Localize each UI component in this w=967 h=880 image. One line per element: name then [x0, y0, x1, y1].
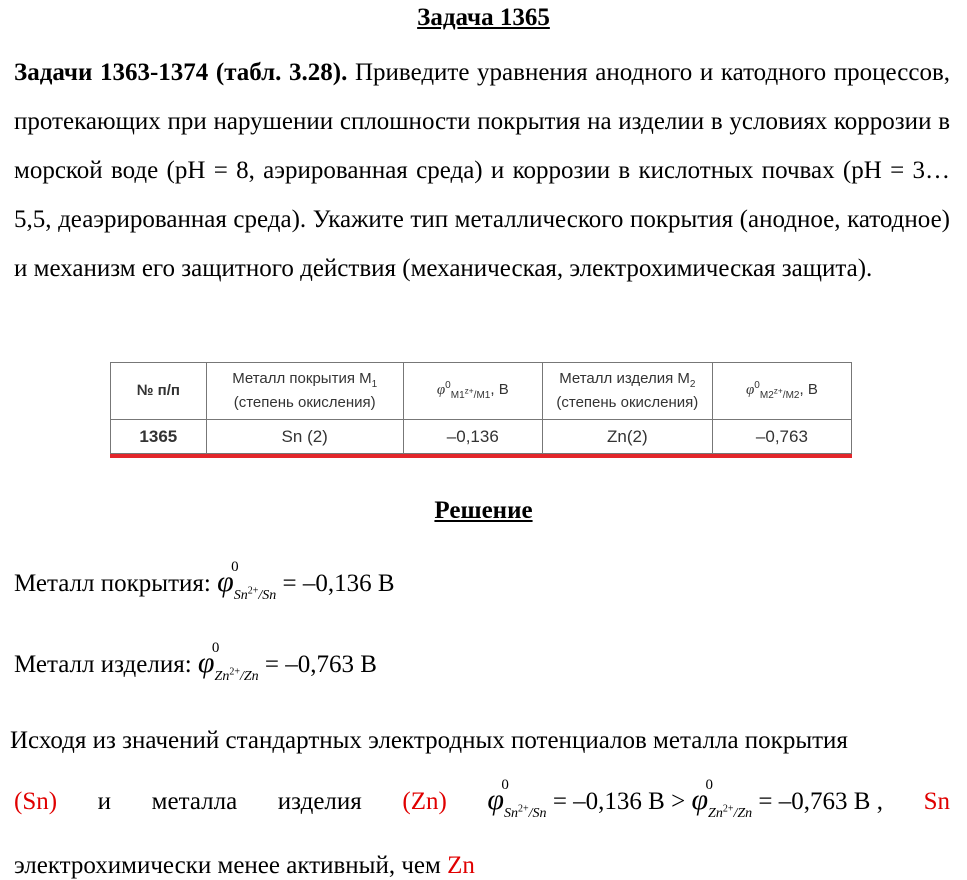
para-metal: металла — [151, 788, 238, 815]
sn-ref-2: Sn — [923, 788, 950, 815]
zn-ref-2: Zn — [447, 852, 475, 879]
phi2-sub-num: 2 — [768, 390, 774, 401]
phi2-den: M — [785, 390, 794, 401]
table-header-row — [111, 363, 852, 420]
cell-product-metal: Zn(2) — [542, 420, 712, 454]
zn-ref: (Zn) — [402, 788, 447, 815]
phi1-unit: , B — [490, 381, 509, 398]
coating-value: = –0,136 В — [282, 570, 395, 597]
problem-statement — [14, 48, 950, 293]
header-product-line1: Металл изделия M — [559, 370, 690, 387]
product-value: = –0,763 В — [264, 651, 377, 678]
cell-phi2: –0,763 — [712, 420, 851, 454]
coating-ion: Sn — [233, 588, 248, 603]
phi1-sub-num: 1 — [459, 390, 465, 401]
table-row — [111, 420, 852, 454]
product-charge: 2+ — [229, 666, 240, 678]
cell-phi1: –0,136 — [403, 420, 542, 454]
product-label: Металл изделия: — [14, 651, 192, 678]
header-coating-sub: 1 — [371, 379, 378, 390]
header-coating-line2: (степень окисления) — [233, 394, 376, 411]
product-potential: φ 0 $_{Zn^{2+}/Zn}$ — [197, 640, 259, 684]
para-and: и — [97, 788, 112, 815]
coating-line — [14, 559, 395, 603]
para-line3-text: электрохимически менее активный, чем — [14, 852, 441, 879]
header-num: № п/п — [111, 363, 207, 420]
phi1-den: M — [476, 390, 485, 401]
coating-metal: Sn — [262, 588, 277, 603]
cell-num: 1365 — [111, 420, 207, 454]
product-line — [14, 640, 377, 684]
comparison-formula: φ 0 $_{Sn^{2+}/Sn}$ = –0,136 В > φ 0 $_{Zn^{2+}/Zn}$ = –0,763 В , — [487, 777, 883, 821]
cell-coating-metal: Sn (2) — [206, 420, 403, 454]
phi-symbol: φ — [745, 382, 755, 398]
header-phi2: $\varphi^0_{M2^{z+}/M2}$, B — [712, 363, 851, 420]
phi-symbol: φ — [436, 382, 446, 398]
eq1: = –0,136 В > — [552, 788, 686, 815]
header-product-metal — [542, 363, 712, 420]
problem-lead: Задачи 1363-1374 (табл. 3.28). — [14, 59, 348, 86]
phi1-sup: z+ — [464, 385, 474, 396]
phi1-den-num: 1 — [484, 390, 491, 401]
problem-text: Приведите уравнения анодного и катодного процессов, протекающих при нарушении сплошности покрытия на изделии в условиях коррозии в морской воде (pH = 8, аэрированная среда) и коррозии в кислотных почвах (pH = 3…5,5, деаэрированная среда). Укажите тип металлического покрытия (анодное, катодное) и механизм его защитного действия (механическая, электрохимическая защита). — [14, 59, 950, 282]
data-table — [110, 362, 852, 454]
coating-potential: φ 0 $_{Sn^{2+}/Sn}$ — [217, 559, 277, 603]
para-product: изделия — [277, 788, 362, 815]
phi2-den-num: 2 — [793, 390, 800, 401]
header-coating-line1: Металл покрытия M — [232, 370, 372, 387]
phi2-sup: z+ — [773, 385, 783, 396]
solution-title: Решение — [434, 497, 533, 524]
header-phi1: $\varphi^0_{M1^{z+}/M1}$, B — [403, 363, 542, 420]
header-product-sub: 2 — [689, 379, 696, 390]
para-line2 — [14, 777, 950, 821]
eq2: = –0,763 В , — [758, 788, 883, 815]
phi1-sub: M — [450, 390, 460, 401]
header-product-line2: (степень окисления) — [556, 394, 699, 411]
coating-label: Металл покрытия: — [14, 570, 211, 597]
header-coating-metal — [206, 363, 403, 420]
page-title: Задача 1365 — [417, 4, 550, 31]
product-ion: Zn — [214, 669, 230, 684]
table-underline — [110, 454, 852, 458]
para-line1: Исходя из значений стандартных электродных потенциалов металла покрытия — [10, 727, 848, 754]
coating-charge: 2+ — [247, 585, 259, 597]
sn-ref: (Sn) — [14, 788, 58, 815]
phi2-sub: M — [759, 390, 769, 401]
phi2-unit: , B — [799, 381, 818, 398]
product-metal: Zn — [243, 669, 259, 684]
para-line3 — [14, 852, 954, 880]
